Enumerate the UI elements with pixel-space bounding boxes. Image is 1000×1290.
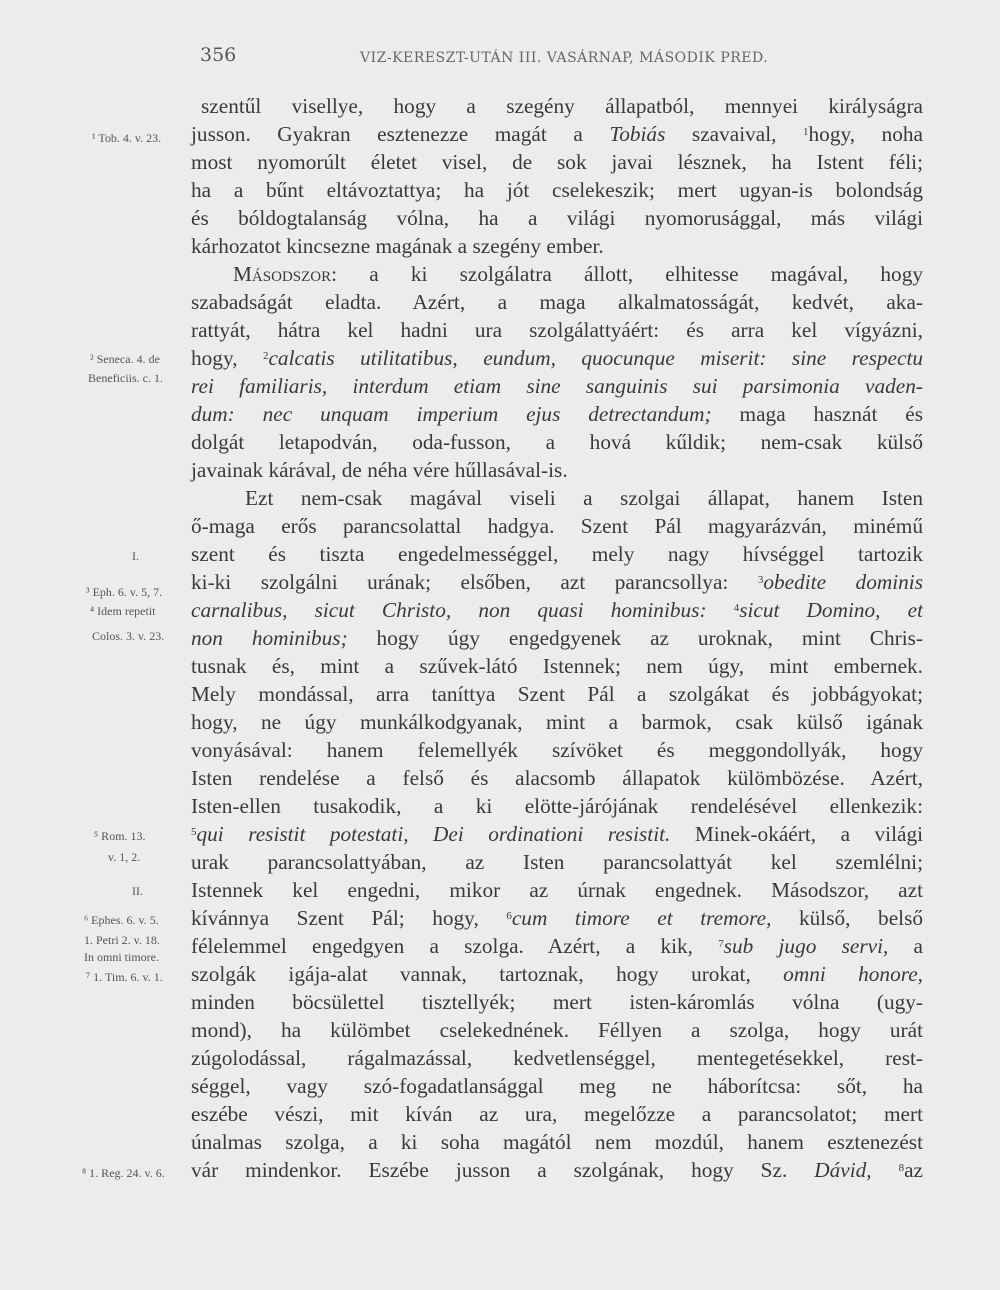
text-line [191, 148, 923, 176]
margin-note: ⁷ 1. Tim. 6. v. 1. [86, 970, 163, 984]
text-run: szavaival, [665, 122, 804, 146]
latin-quote: qui resistit potestati, Dei ordinationi resistit. [196, 822, 671, 846]
margin-note: II. [132, 884, 143, 898]
text-line [191, 736, 923, 764]
text-line [191, 792, 923, 820]
text-line [191, 680, 923, 708]
text-run: dolgát letapodván, oda-fusson, a hová kűldik; nem-csak külső [191, 430, 923, 454]
text-line [191, 1100, 923, 1128]
latin-quote: sicut Domino, et [739, 598, 924, 622]
text-run: maga hasznát és [711, 402, 923, 426]
margin-note: ⁵ Rom. 13. [94, 829, 146, 843]
margin-note: I. [132, 549, 139, 563]
text-run: rattyát, hátra kel hadni ura szolgálattyáért: és arra kel vígyázni, [191, 318, 923, 342]
text-run: hogy, [191, 346, 263, 370]
margin-note: ¹ Tob. 4. v. 23. [92, 131, 162, 145]
text-line [191, 204, 923, 232]
text-run: hogy, ne úgy munkálkodgyanak, mint a barmok, csak külső igának [191, 710, 923, 734]
text-line [191, 652, 923, 680]
footnote-marker: 8 [898, 1162, 905, 1174]
text-run: kárhozatot kincsezne magának a szegény ember. [191, 234, 604, 258]
text-line [191, 764, 923, 792]
text-run: hogy úgy engedgyenek az uroknak, mint Chris- [347, 626, 924, 650]
margin-note: v. 1, 2. [108, 850, 141, 864]
margin-note: ⁶ Ephes. 6. v. 5. [84, 913, 159, 927]
text-line [191, 288, 923, 316]
margin-note: 1. Petri 2. v. 18. [84, 933, 160, 947]
text-run: minden böcsülettel tisztellyék; mert isten-káromlás vólna (ugy- [191, 990, 923, 1014]
text-run: javainak kárával, de néha vére hűllasával-is. [191, 458, 568, 482]
margin-note: ⁸ 1. Reg. 24. v. 6. [82, 1166, 165, 1180]
text-run: Isten rendelése a felső és alacsomb állapatok külömbözése. Azért, [191, 766, 923, 790]
text-run: a [888, 934, 924, 958]
text-run: jusson. Gyakran esztenezze magát a [191, 122, 610, 146]
text-run: kívánnya Szent Pál; hogy, [191, 906, 507, 930]
text-run: séggel, vagy szó-fogadatlansággal meg ne háborítcsa: sőt, ha [191, 1074, 923, 1098]
text-run: mond), ha külömbet cselekednének. Féllyen a szolga, hogy urát [191, 1018, 923, 1042]
text-run: ki-ki szolgálni urának; elsőben, azt parancsollya: [191, 570, 758, 594]
text-run: vonyásával: hanem felemellyék szívöket és meggondollyák, hogy [191, 738, 923, 762]
latin-quote: calcatis utilitatibus, eundum, quocunque miserit: sine respectu [268, 346, 924, 370]
text-line [191, 344, 923, 372]
latin-quote: obedite dominis [763, 570, 923, 594]
margin-note: ² Seneca. 4. de [90, 352, 160, 366]
latin-quote: omni honore, [783, 962, 923, 986]
text-run: szabadságát eladta. Azért, a maga alkalmatosságát, kedvét, aka- [191, 290, 923, 314]
running-title: VIZ-KERESZT-UTÁN III. VASÁRNAP, MÁSODIK PRED. [360, 50, 769, 66]
text-line [191, 624, 923, 652]
text-line [191, 456, 923, 484]
text-run: tusnak és, mint a szűvek-látó Istennek; nem úgy, mint embernek. [191, 654, 923, 678]
margin-note: In omni timore. [84, 950, 159, 964]
margin-note: Beneficiis. c. 1. [88, 371, 163, 385]
text-run: zúgolodással, rágalmazással, kedvetlenséggel, mentegetésekkel, rest- [191, 1046, 923, 1070]
page-header [200, 44, 920, 74]
text-run: és bóldogtalanság vólna, ha a világi nyomorusággal, más világi [191, 206, 923, 230]
text-run: ha a bűnt eltávoztattya; ha jót cselekeszik; mert ugyan-is bolondság [191, 178, 923, 202]
text-line [191, 1016, 923, 1044]
text-line [191, 876, 923, 904]
latin-quote: Dávid, [814, 1158, 872, 1182]
latin-quote: cum timore et tremore, [511, 906, 772, 930]
text-line [191, 400, 923, 428]
text-run: : a ki szolgálatra állott, elhitesse magával, hogy [331, 262, 923, 286]
text-line [191, 428, 923, 456]
text-line [201, 92, 923, 120]
text-run: únalmas szolga, a ki soha magától nem mozdúl, hanem esztenezést [191, 1130, 923, 1154]
latin-quote: Tobiás [609, 122, 666, 146]
text-run: szent és tiszta engedelmességgel, mely nagy hívséggel tartozik [191, 542, 923, 566]
latin-quote: sub jugo servi, [723, 934, 889, 958]
text-run: Minek-okáért, a világi [670, 822, 924, 846]
margin-note: ³ Eph. 6. v. 5, 7. [86, 585, 163, 599]
text-line [191, 568, 923, 596]
footnote-marker: 6 [506, 910, 512, 922]
text-line [191, 848, 923, 876]
text-run: eszébe vészi, mit kíván az ura, megelőzze a parancsolatot; mert [191, 1102, 923, 1126]
text-line [191, 176, 923, 204]
text-line [191, 1044, 923, 1072]
text-line [191, 932, 923, 960]
text-line [191, 1128, 923, 1156]
latin-quote: carnalibus, sicut Christo, non quasi hominibus: [191, 598, 734, 622]
text-line [191, 372, 923, 400]
text-line [191, 708, 923, 736]
margin-note: Colos. 3. v. 23. [92, 629, 165, 643]
text-line [191, 540, 923, 568]
text-line [191, 596, 923, 624]
section-word: Másodszor [233, 262, 332, 286]
margin-note: ⁴ Idem repetit [90, 604, 156, 618]
footnote-marker: 1 [803, 126, 809, 138]
footnote-marker: 5 [191, 826, 197, 838]
text-run: külső, belső [771, 906, 924, 930]
text-run: szolgák igája-alat vannak, tartoznak, hogy urokat, [191, 962, 784, 986]
text-run [872, 1158, 899, 1182]
text-line [191, 820, 923, 848]
text-run: hogy, noha [808, 122, 924, 146]
latin-quote: dum: nec unquam imperium ejus detrectandum; [191, 402, 712, 426]
text-line [191, 904, 923, 932]
text-run: urak parancsolattyában, az Isten parancsolattyát kel szemlélni; [191, 850, 923, 874]
text-run: vár mindenkor. Eszébe jusson a szolgának, hogy Sz. [191, 1158, 815, 1182]
text-line [191, 960, 923, 988]
text-line [191, 512, 923, 540]
text-run: most nyomorúlt életet visel, de sok javai lésznek, ha Istent féli; [191, 150, 923, 174]
text-run: ő-maga erős parancsolattal hadgya. Szent Pál magyarázván, minémű [191, 514, 923, 538]
text-line [233, 260, 923, 288]
text-run: az [904, 1158, 923, 1182]
text-line [245, 484, 923, 512]
text-run: Mely mondással, arra taníttya Szent Pál a szolgákat és jobbágyokat; [191, 682, 923, 706]
text-run: szentűl visellye, hogy a szegény állapatból, mennyei királyságra [201, 94, 923, 118]
footnote-marker: 4 [733, 602, 740, 614]
text-run: Isten-ellen tusakodik, a ki elötte-járójának rendelésével ellenkezik: [191, 794, 923, 818]
latin-quote: non hominibus; [191, 626, 348, 650]
footnote-marker: 3 [757, 574, 764, 586]
text-run: félelemmel engedgyen a szolga. Azért, a kik, [191, 934, 719, 958]
footnote-marker: 2 [262, 350, 269, 362]
latin-quote: rei familiaris, interdum etiam sine sanguinis sui parsimonia vaden- [191, 374, 923, 398]
text-run: Ezt nem-csak magával viseli a szolgai állapat, hanem Isten [245, 486, 923, 510]
text-line [191, 1156, 923, 1184]
text-line [191, 316, 923, 344]
text-line [191, 232, 923, 260]
page-number: 356 [200, 44, 237, 66]
text-line [191, 988, 923, 1016]
text-run: Istennek kel engedni, mikor az úrnak engednek. Másodszor, azt [191, 878, 923, 902]
text-line [191, 120, 923, 148]
footnote-marker: 7 [718, 938, 724, 950]
text-line [191, 1072, 923, 1100]
